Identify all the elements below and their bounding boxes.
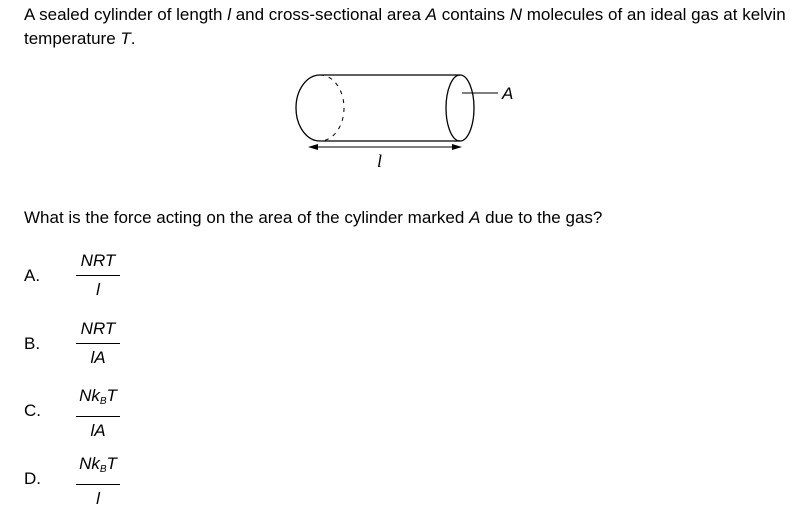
- option-letter: A.: [24, 266, 41, 285]
- fraction-denominator: l: [76, 484, 120, 510]
- left-end-front: [296, 75, 320, 141]
- var-molecules: N: [509, 5, 523, 24]
- cylinder-diagram: [280, 60, 540, 180]
- fraction-numerator: NRT: [80, 319, 116, 338]
- question-text: due to the gas?: [480, 208, 603, 227]
- fraction-numerator: NRT: [80, 251, 116, 270]
- right-end-area: [446, 75, 474, 141]
- fraction-denominator: lA: [76, 343, 120, 369]
- question-stem: [24, 3, 794, 51]
- numerator-main: T: [106, 454, 117, 473]
- fraction-denominator: l: [76, 275, 120, 301]
- stem-text: .: [130, 29, 136, 48]
- question-prompt: [24, 206, 602, 230]
- var-length: l: [227, 5, 231, 24]
- stem-text: A sealed cylinder of length: [24, 5, 228, 24]
- option-letter: C.: [24, 401, 41, 420]
- var-temperature: T: [120, 29, 131, 48]
- fraction-numerator: [76, 453, 120, 481]
- option-b[interactable]: [24, 318, 224, 374]
- option-a[interactable]: [24, 250, 224, 306]
- numerator-subscript: B: [99, 464, 107, 475]
- option-d[interactable]: [24, 453, 224, 509]
- length-arrow-left-head: [308, 144, 318, 150]
- question-text: What is the force acting on the area of the cylinder marked: [24, 208, 470, 227]
- length-arrow-right-head: [452, 144, 462, 150]
- fraction: [76, 250, 120, 301]
- fraction: [76, 318, 120, 369]
- length-label: l: [377, 151, 383, 171]
- stem-text: molecules of an ideal gas at kelvin temperature: [24, 5, 786, 48]
- stem-text: and cross-sectional area: [230, 5, 426, 24]
- numerator-main: Nk: [79, 386, 100, 405]
- numerator-subscript: B: [99, 396, 107, 407]
- var-area: A: [469, 208, 481, 227]
- var-area: A: [425, 5, 437, 24]
- fraction-denominator: lA: [76, 416, 120, 442]
- stem-text: contains: [436, 5, 510, 24]
- option-c[interactable]: [24, 385, 224, 441]
- numerator-main: T: [106, 386, 117, 405]
- fraction-numerator: [76, 385, 120, 413]
- area-label: A: [502, 84, 514, 103]
- numerator-main: Nk: [79, 454, 100, 473]
- option-letter: B.: [24, 334, 41, 353]
- cylinder-svg: [280, 60, 540, 180]
- left-end-hidden: [320, 75, 344, 141]
- fraction: [76, 385, 120, 442]
- option-letter: D.: [24, 469, 41, 488]
- fraction: [76, 453, 120, 510]
